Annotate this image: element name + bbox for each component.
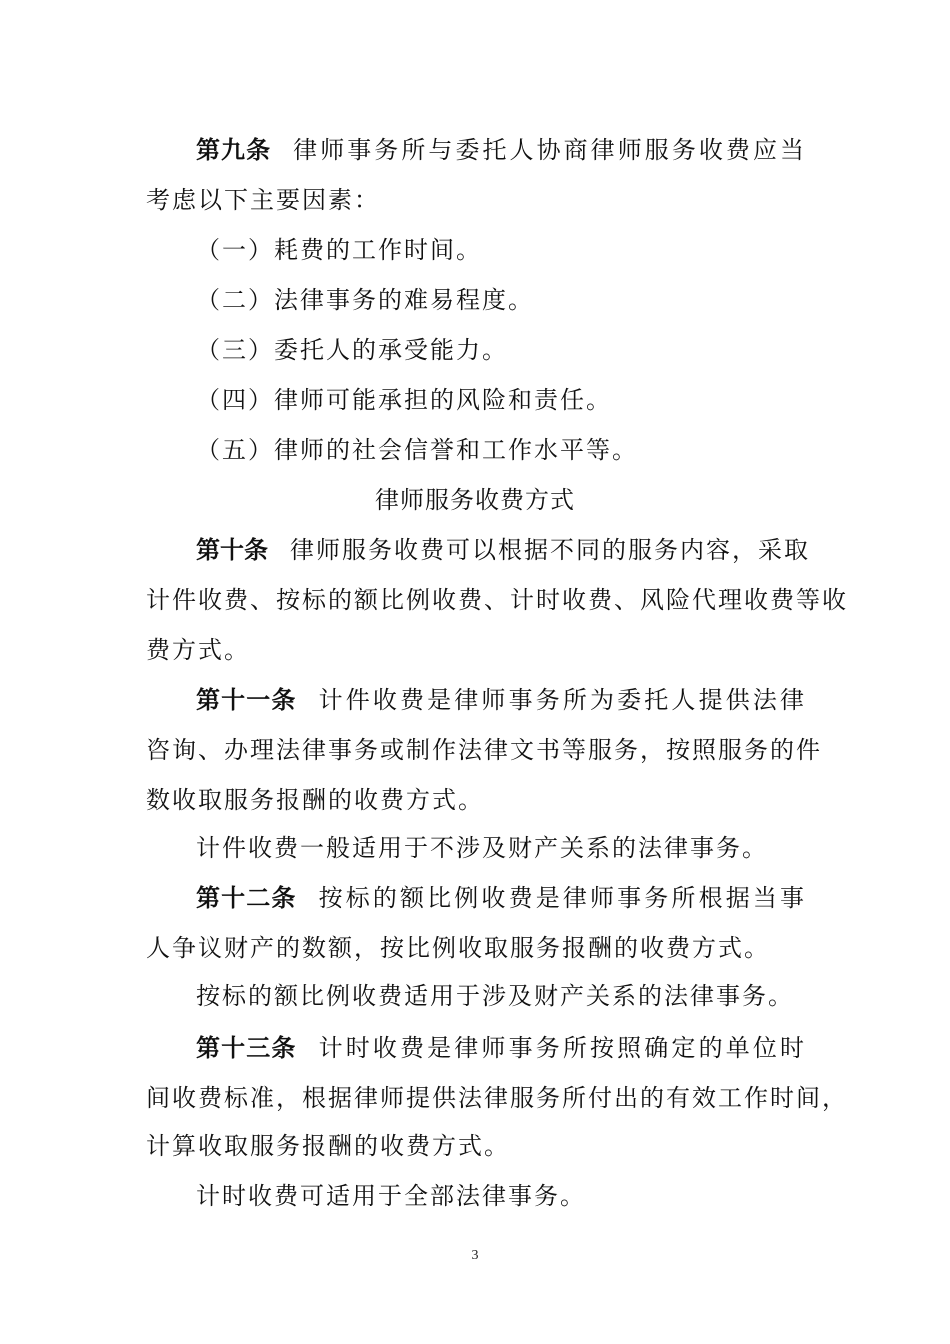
article-9-line-1 (196, 134, 806, 166)
article-11-para-2: 计件收费一般适用于不涉及财产关系的法律事务。 (196, 834, 768, 862)
article-11-line-2: 咨询、办理法律事务或制作法律文书等服务，按照服务的件 (146, 736, 822, 764)
page-number: 3 (471, 1248, 479, 1263)
factor-item-2: （二）法律事务的难易程度。 (196, 286, 534, 314)
article-12-para-2: 按标的额比例收费适用于涉及财产关系的法律事务。 (196, 982, 794, 1010)
article-10-text: 律师服务收费可以根据不同的服务内容，采取 (290, 536, 810, 564)
article-12-text: 按标的额比例收费是律师事务所根据当事 (318, 884, 807, 912)
factor-item-4: （四）律师可能承担的风险和责任。 (196, 386, 612, 414)
article-10-line-3: 费方式。 (146, 636, 250, 664)
factor-item-3: （三）委托人的承受能力。 (196, 336, 508, 364)
article-12-line-2: 人争议财产的数额，按比例收取服务报酬的收费方式。 (146, 934, 770, 962)
article-13-line-3: 计算收取服务报酬的收费方式。 (146, 1132, 510, 1160)
article-9-line-2: 考虑以下主要因素： (146, 186, 380, 214)
factor-item-5: （五）律师的社会信誉和工作水平等。 (196, 436, 638, 464)
article-12-line-1 (196, 882, 806, 914)
article-10-line-1 (196, 534, 810, 566)
article-10-line-2: 计件收费、按标的额比例收费、计时收费、风险代理收费等收 (146, 586, 848, 614)
article-11-text: 计件收费是律师事务所为委托人提供法律 (318, 686, 807, 714)
factor-item-1: （一）耗费的工作时间。 (196, 236, 482, 264)
article-10-heading: 第十条 (196, 536, 268, 564)
article-11-line-1 (196, 684, 806, 716)
article-11-line-3: 数收取服务报酬的收费方式。 (146, 786, 484, 814)
article-13-text: 计时收费是律师事务所按照确定的单位时 (318, 1034, 807, 1062)
article-13-heading: 第十三条 (196, 1034, 297, 1062)
article-9-text: 律师事务所与委托人协商律师服务收费应当 (293, 136, 807, 164)
article-12-heading: 第十二条 (196, 884, 297, 912)
article-13-line-1 (196, 1032, 806, 1064)
article-11-heading: 第十一条 (196, 686, 297, 714)
article-9-heading: 第九条 (196, 136, 272, 164)
section-title: 律师服务收费方式 (375, 486, 575, 514)
article-13-para-2: 计时收费可适用于全部法律事务。 (196, 1182, 586, 1210)
article-13-line-2: 间收费标准，根据律师提供法律服务所付出的有效工作时间， (146, 1084, 848, 1112)
